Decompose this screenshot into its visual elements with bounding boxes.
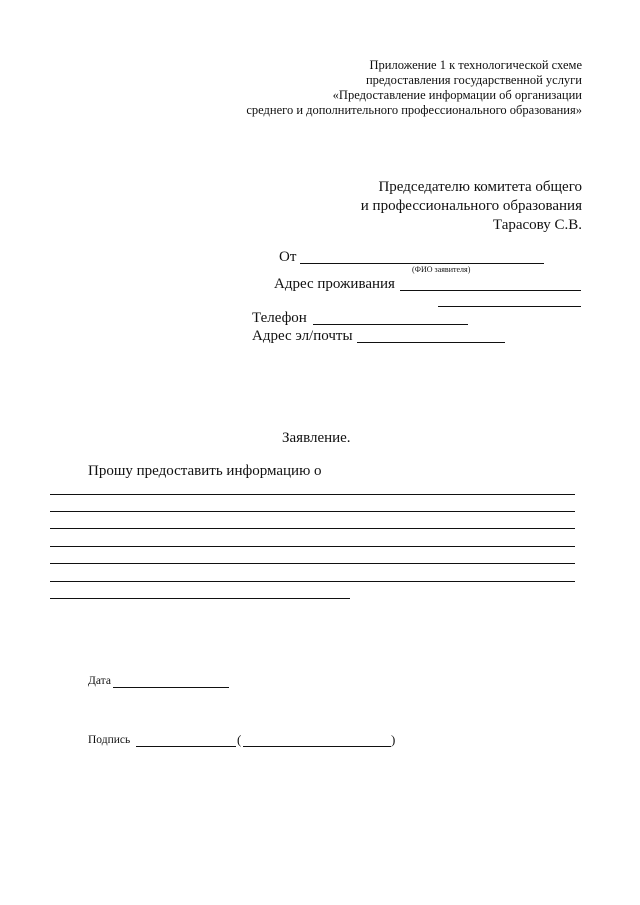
addressee-block (361, 178, 582, 235)
appendix-header (246, 58, 582, 118)
signature-label: Подпись (88, 734, 131, 746)
address-input-line-2[interactable] (438, 306, 581, 307)
request-text: Прошу предоставить информацию о (88, 463, 322, 479)
request-line-5[interactable] (50, 563, 575, 564)
from-label: От (279, 249, 297, 265)
signature-paren-close: ) (391, 732, 396, 747)
signature-paren-open: ( (237, 732, 242, 747)
addressee-line: и профессионального образования (360, 198, 582, 214)
phone-label: Телефон (252, 310, 307, 326)
request-line-3[interactable] (50, 528, 575, 529)
address-label: Адрес проживания (274, 276, 395, 292)
request-line-6[interactable] (50, 581, 575, 582)
signature-input-line[interactable] (136, 746, 236, 747)
addressee-line: Председателю комитета общего (378, 179, 582, 195)
request-line-7[interactable] (50, 598, 350, 599)
address-input-line[interactable] (400, 290, 581, 291)
fio-caption: (ФИО заявителя) (412, 265, 471, 274)
request-line-4[interactable] (50, 546, 575, 547)
addressee-line: Тарасову С.В. (492, 217, 582, 233)
from-input-line[interactable] (300, 263, 544, 264)
appendix-line: Приложение 1 к технологической схеме (369, 58, 582, 72)
signature-name-line[interactable] (243, 746, 391, 747)
appendix-line: предоставления государственной услуги (365, 73, 582, 87)
request-line-1[interactable] (50, 494, 575, 495)
appendix-line: «Предоставление информации об организации (332, 88, 582, 102)
phone-input-line[interactable] (313, 324, 468, 325)
appendix-line: среднего и дополнительного профессионального образования» (246, 103, 582, 117)
date-label: Дата (88, 675, 111, 687)
email-input-line[interactable] (357, 342, 505, 343)
email-label: Адрес эл/почты (252, 328, 353, 344)
statement-title: Заявление. (282, 430, 351, 446)
request-line-2[interactable] (50, 511, 575, 512)
date-input-line[interactable] (113, 687, 229, 688)
